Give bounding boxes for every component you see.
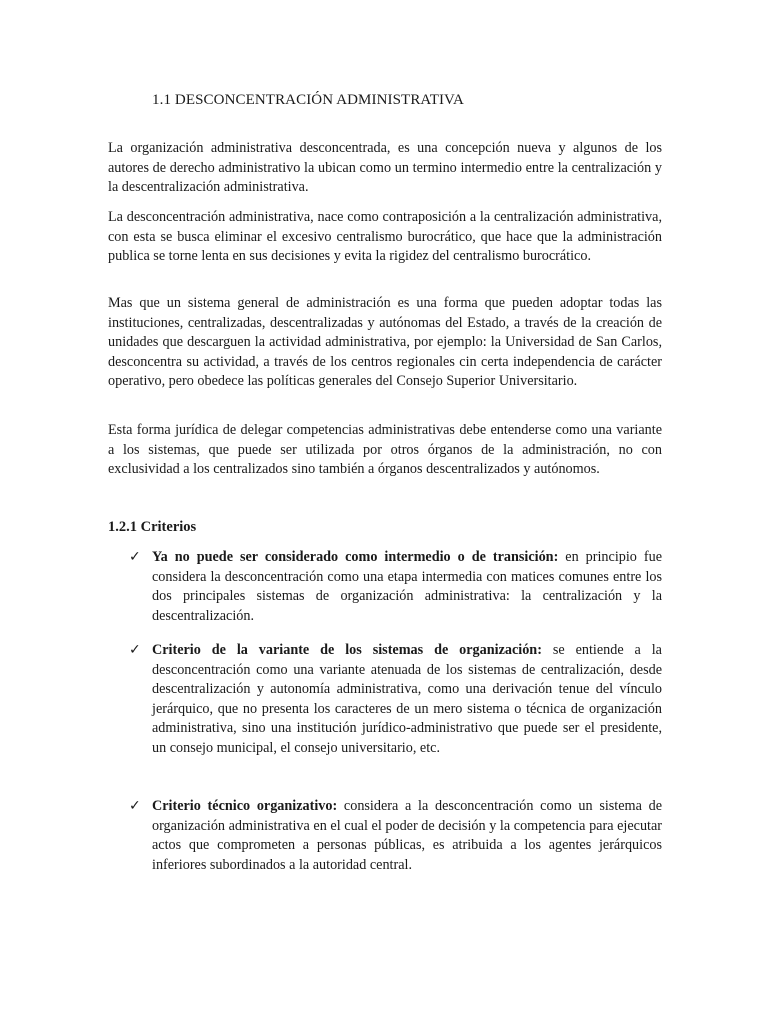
criterion-description: se entiende a la desconcentración como una variante atenuada de los sistemas de centralización, desde descentralización y autonomía administrativa, como una derivación tenue del vínculo jerárquico, que no presenta los caracteres de un mero sistema o técnica de organización administrativa, sino una institución jurídico-administrativo que puede ser el presidente, un consejo municipal, el consejo universitario, etc. — [152, 642, 662, 756]
criterion-description: considera a la desconcentración como un sistema de organización administrativa en el cual el poder de decisión y la competencia para ejecutar actos que comprometen a personas públicas, es atribuida a los agentes jerárquicos inferiores subordinados a la autoridad central. — [152, 798, 662, 873]
criterion-text — [152, 548, 662, 626]
checkmark-icon: ✓ — [129, 798, 141, 814]
paragraph-3: Mas que un sistema general de administración es una forma que pueden adoptar todas las instituciones, centralizadas, descentralizadas y autónomas del Estado, a través de la creación de unidades que descarguen la actividad administrativa, por ejemplo: la Universidad de San Carlos, desconcentra su actividad, a través de los centros regionales cin certa independencia de carácter operativo, pero obedece las políticas generales del Consejo Superior Universitario. — [108, 295, 662, 389]
criteria-subheading: 1.2.1 Criterios — [108, 519, 197, 535]
criterion-title: Ya no puede ser considerado como intermedio o de transición: — [152, 549, 559, 565]
criterion-description: en principio fue considera la desconcentración como una etapa intermedia con matices comunes entre los dos principales sistemas de organización administrativa: la centralización y la descentralización. — [152, 549, 662, 624]
checkmark-icon: ✓ — [129, 549, 141, 565]
criterion-title: Criterio técnico organizativo: — [152, 798, 338, 814]
paragraph-2: La desconcentración administrativa, nace como contraposición a la centralización administrativa, con esta se busca eliminar el excesivo centralismo burocrático, que hace que la administración publica se torne lenta en sus decisiones y evita la rigidez del centralismo burocrático. — [108, 209, 662, 264]
criterion-title: Criterio de la variante de los sistemas de organización: — [152, 642, 542, 658]
criterion-text — [152, 797, 662, 875]
paragraph-4: Esta forma jurídica de delegar competencias administrativas debe entenderse como una variante a los sistemas, que puede ser utilizada por otros órganos de la administración, no con exclusividad a los centralizados sino también a órganos descentralizados y autónomos. — [108, 422, 662, 477]
paragraph-1: La organización administrativa desconcentrada, es una concepción nueva y algunos de los autores de derecho administrativo la ubican como un termino intermedio entre la centralización y la descentralización administrativa. — [108, 140, 662, 195]
section-heading: 1.1 DESCONCENTRACIÓN ADMINISTRATIVA — [152, 92, 464, 108]
criterion-text — [152, 641, 662, 758]
checkmark-icon: ✓ — [129, 642, 141, 658]
